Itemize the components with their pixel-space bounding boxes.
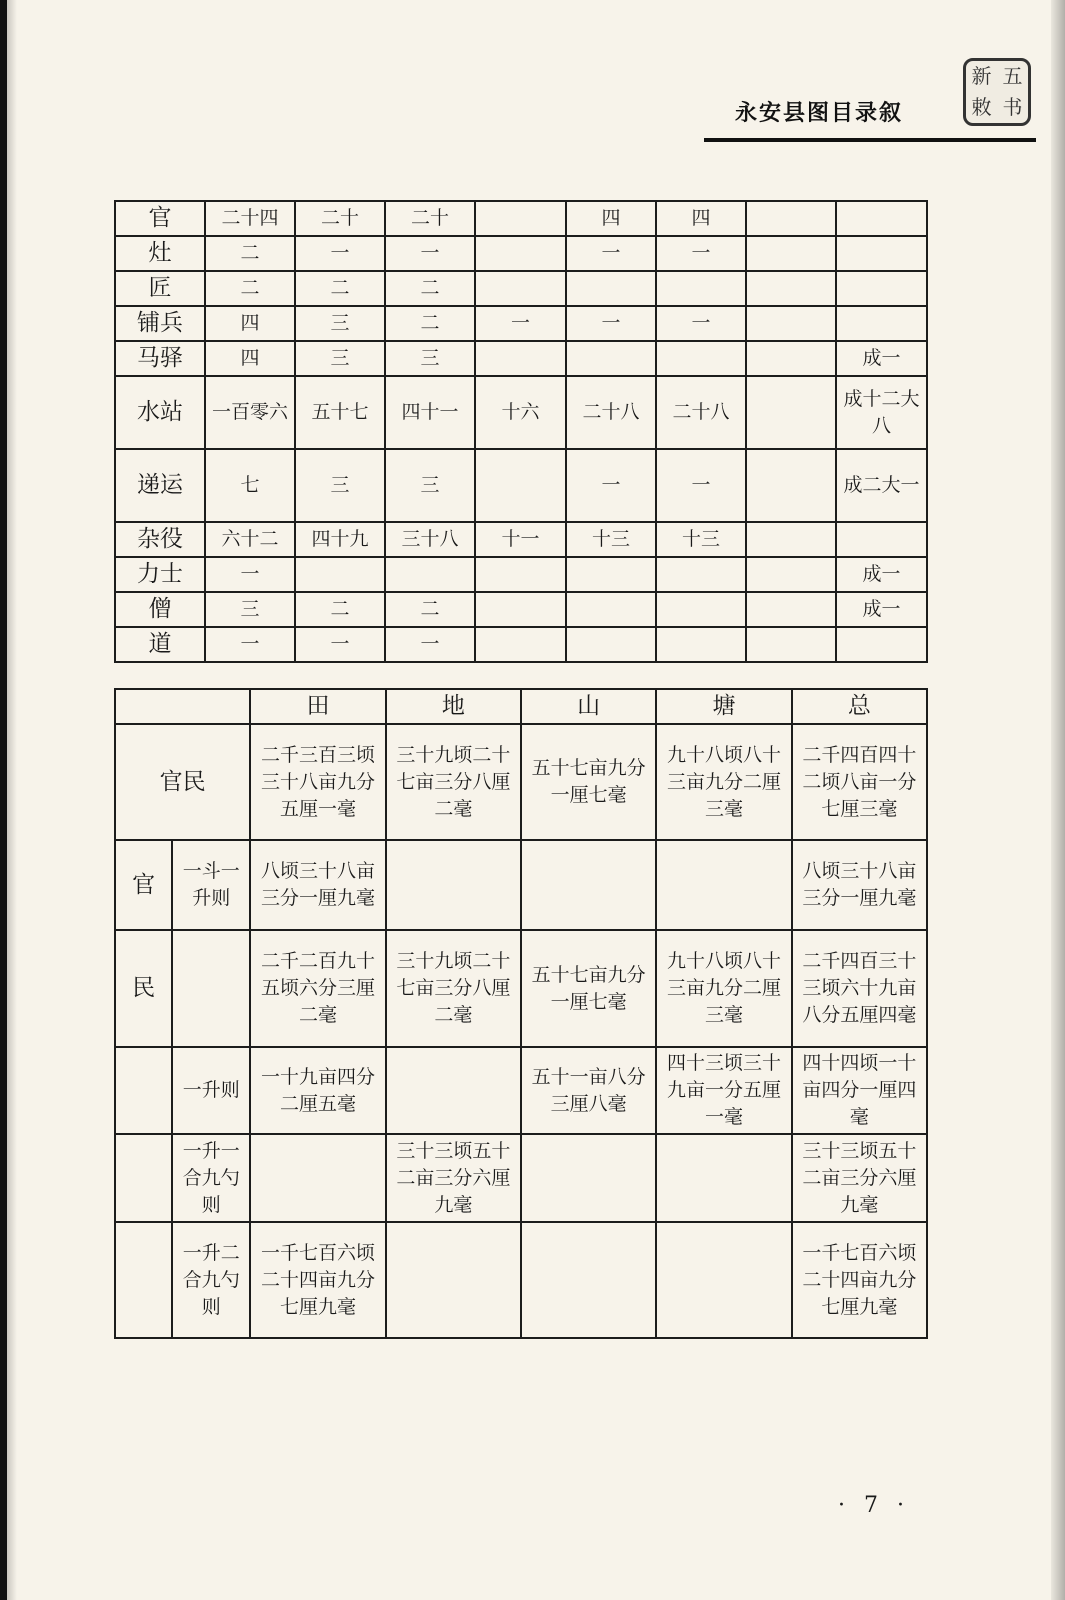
table-cell: 四 — [656, 201, 746, 236]
table-cell — [475, 557, 566, 592]
table-cell: 一 — [205, 627, 295, 662]
table-row — [115, 522, 927, 557]
table-cell — [475, 627, 566, 662]
table-cell: 二千三百三顷三十八亩九分五厘一毫 — [250, 724, 385, 840]
table-cell — [746, 376, 836, 449]
table-cell — [250, 1134, 385, 1222]
table-row — [115, 236, 927, 271]
row-label: 力士 — [115, 557, 205, 592]
table-row — [115, 376, 927, 449]
table-cell: 三 — [295, 341, 385, 376]
table-cell: 四十一 — [385, 376, 475, 449]
table-cell — [566, 341, 656, 376]
table-cell — [656, 1134, 791, 1222]
row-label: 杂役 — [115, 522, 205, 557]
table-cell: 九十八顷八十三亩九分二厘三毫 — [656, 930, 791, 1047]
table-cell: 一 — [566, 306, 656, 341]
row-label: 僧 — [115, 592, 205, 627]
table-cell — [746, 341, 836, 376]
table-cell — [746, 627, 836, 662]
table-cell: 一 — [566, 236, 656, 271]
table-row — [115, 627, 927, 662]
table-cell — [475, 201, 566, 236]
table-cell: 六十二 — [205, 522, 295, 557]
table-cell: 十一 — [475, 522, 566, 557]
table-cell: 一 — [656, 449, 746, 522]
table-cell — [475, 592, 566, 627]
row-sublabel — [172, 930, 250, 1047]
table-cell — [836, 522, 927, 557]
table-cell: 三十三顷五十二亩三分六厘九毫 — [386, 1134, 521, 1222]
table-cell: 一千七百六顷二十四亩九分七厘九毫 — [250, 1222, 385, 1338]
seal-logo — [963, 58, 1031, 126]
row-label: 道 — [115, 627, 205, 662]
seal-char: 敕 — [971, 95, 992, 119]
table-cell: 成十二大八 — [836, 376, 927, 449]
table-cell — [521, 840, 656, 930]
row-label: 官 — [115, 201, 205, 236]
table-cell: 一百零六 — [205, 376, 295, 449]
table-cell — [475, 341, 566, 376]
table-cell — [386, 1047, 521, 1134]
land-row-rate — [115, 1047, 927, 1134]
table-cell: 一十九亩四分二厘五毫 — [250, 1047, 385, 1134]
table-cell: 一千七百六顷二十四亩九分七厘九毫 — [792, 1222, 927, 1338]
table-cell: 一 — [295, 627, 385, 662]
table-cell — [836, 271, 927, 306]
table-cell — [521, 1222, 656, 1338]
table-cell: 二十八 — [566, 376, 656, 449]
land-row-total — [115, 724, 927, 840]
land-row-rate — [115, 1222, 927, 1338]
table-cell: 二千四百四十二顷八亩一分七厘三毫 — [792, 724, 927, 840]
table-cell — [386, 840, 521, 930]
table-cell: 四 — [566, 201, 656, 236]
table-cell: 一 — [295, 236, 385, 271]
table-cell: 二 — [385, 271, 475, 306]
table-cell: 二 — [205, 271, 295, 306]
table-cell — [566, 592, 656, 627]
header-cell-pond: 塘 — [656, 689, 791, 724]
table-cell: 十六 — [475, 376, 566, 449]
row-sublabel: 一斗一升则 — [172, 840, 250, 930]
table-cell: 三十八 — [385, 522, 475, 557]
table-cell: 四 — [205, 306, 295, 341]
table-cell — [475, 271, 566, 306]
row-label-empty — [115, 1134, 172, 1222]
row-sublabel: 一升则 — [172, 1047, 250, 1134]
table-cell: 十三 — [566, 522, 656, 557]
table-cell: 四十九 — [295, 522, 385, 557]
table-cell — [836, 306, 927, 341]
table-cell: 二 — [205, 236, 295, 271]
land-row-min — [115, 930, 927, 1047]
header-corner-cell — [115, 689, 250, 724]
header-cell-land: 地 — [386, 689, 521, 724]
table-cell: 七 — [205, 449, 295, 522]
land-row-guan — [115, 840, 927, 930]
table-cell — [746, 306, 836, 341]
table-cell — [746, 201, 836, 236]
table-cell: 三十三顷五十二亩三分六厘九毫 — [792, 1134, 927, 1222]
table-cell: 一 — [205, 557, 295, 592]
table-cell: 成一 — [836, 592, 927, 627]
table-cell: 二十八 — [656, 376, 746, 449]
table-cell — [475, 236, 566, 271]
table-row — [115, 557, 927, 592]
table-cell — [836, 236, 927, 271]
table-cell: 五十七亩九分一厘七毫 — [521, 724, 656, 840]
row-sublabel: 一升一合九勺则 — [172, 1134, 250, 1222]
table-cell — [836, 627, 927, 662]
table-cell: 五十七 — [295, 376, 385, 449]
table-cell: 成一 — [836, 557, 927, 592]
table-cell: 二十 — [295, 201, 385, 236]
book-binding-edge — [0, 0, 7, 1600]
row-label: 灶 — [115, 236, 205, 271]
table-cell: 一 — [385, 236, 475, 271]
household-category-table — [114, 200, 928, 663]
table-cell — [566, 271, 656, 306]
table-cell: 一 — [566, 449, 656, 522]
table-cell — [566, 627, 656, 662]
row-label: 递运 — [115, 449, 205, 522]
table-cell: 九十八顷八十三亩九分二厘三毫 — [656, 724, 791, 840]
table-cell: 二千四百三十三顷六十九亩八分五厘四毫 — [792, 930, 927, 1047]
table-cell: 一 — [475, 306, 566, 341]
row-label: 匠 — [115, 271, 205, 306]
header-cell-mountain: 山 — [521, 689, 656, 724]
table-row — [115, 449, 927, 522]
table-cell: 三 — [295, 449, 385, 522]
table-cell: 一 — [656, 306, 746, 341]
table-cell — [656, 271, 746, 306]
table-cell: 三 — [385, 449, 475, 522]
table-cell: 八顷三十八亩三分一厘九毫 — [250, 840, 385, 930]
page-number: · 7 · — [838, 1493, 910, 1518]
table-row — [115, 271, 927, 306]
table-cell: 三十九顷二十七亩三分八厘二毫 — [386, 724, 521, 840]
table-cell: 二 — [295, 271, 385, 306]
table-cell: 三十九顷二十七亩三分八厘二毫 — [386, 930, 521, 1047]
table-cell: 二 — [385, 592, 475, 627]
row-label: 马驿 — [115, 341, 205, 376]
table-cell — [521, 1134, 656, 1222]
table-cell — [746, 522, 836, 557]
table-cell — [746, 592, 836, 627]
table-cell — [656, 592, 746, 627]
table-cell: 二十 — [385, 201, 475, 236]
table-cell: 八顷三十八亩三分一厘九毫 — [792, 840, 927, 930]
row-label: 铺兵 — [115, 306, 205, 341]
table-cell — [656, 840, 791, 930]
table-cell: 五十七亩九分一厘七毫 — [521, 930, 656, 1047]
table-row — [115, 341, 927, 376]
table-cell — [656, 627, 746, 662]
table-cell: 一 — [656, 236, 746, 271]
table-cell — [386, 1222, 521, 1338]
table-cell: 四 — [205, 341, 295, 376]
table-cell — [385, 557, 475, 592]
table-cell: 二十四 — [205, 201, 295, 236]
header-rule — [704, 138, 1036, 142]
table-cell — [295, 557, 385, 592]
binding-shadow — [7, 0, 17, 1600]
table-cell — [836, 201, 927, 236]
table-cell — [746, 557, 836, 592]
table-cell: 成二大一 — [836, 449, 927, 522]
seal-char: 新 — [971, 64, 992, 88]
row-label: 官 — [115, 840, 172, 930]
table-cell: 十三 — [656, 522, 746, 557]
table-cell — [656, 557, 746, 592]
table-row — [115, 201, 927, 236]
table-row — [115, 306, 927, 341]
table-cell: 一 — [385, 627, 475, 662]
table-cell: 二千二百九十五顷六分三厘二毫 — [250, 930, 385, 1047]
table-cell: 三 — [295, 306, 385, 341]
header-cell-total: 总 — [792, 689, 927, 724]
row-label: 水站 — [115, 376, 205, 449]
table-cell: 四十四顷一十亩四分一厘四毫 — [792, 1047, 927, 1134]
row-label: 民 — [115, 930, 172, 1047]
table-cell: 三 — [205, 592, 295, 627]
running-header-title: 永安县图目录叙 — [735, 101, 904, 126]
seal-char: 五 — [1002, 64, 1023, 88]
table-cell — [475, 449, 566, 522]
row-label-empty — [115, 1047, 172, 1134]
land-header-row — [115, 689, 927, 724]
land-category-table — [114, 688, 928, 1339]
header-cell-field: 田 — [250, 689, 385, 724]
land-row-rate — [115, 1134, 927, 1222]
table-cell: 四十三顷三十九亩一分五厘一毫 — [656, 1047, 791, 1134]
table-cell — [746, 271, 836, 306]
table-cell: 二 — [295, 592, 385, 627]
row-label-empty — [115, 1222, 172, 1338]
row-sublabel: 一升二合九勺则 — [172, 1222, 250, 1338]
seal-char: 书 — [1002, 95, 1023, 119]
table-cell — [656, 1222, 791, 1338]
table-cell: 三 — [385, 341, 475, 376]
row-label: 官民 — [115, 724, 250, 840]
table-cell: 二 — [385, 306, 475, 341]
table-cell — [566, 557, 656, 592]
table-cell — [746, 449, 836, 522]
table-cell: 成一 — [836, 341, 927, 376]
page-edge-shadow — [1051, 0, 1065, 1600]
table-cell — [746, 236, 836, 271]
table-cell — [656, 341, 746, 376]
table-row — [115, 592, 927, 627]
table-cell: 五十一亩八分三厘八毫 — [521, 1047, 656, 1134]
